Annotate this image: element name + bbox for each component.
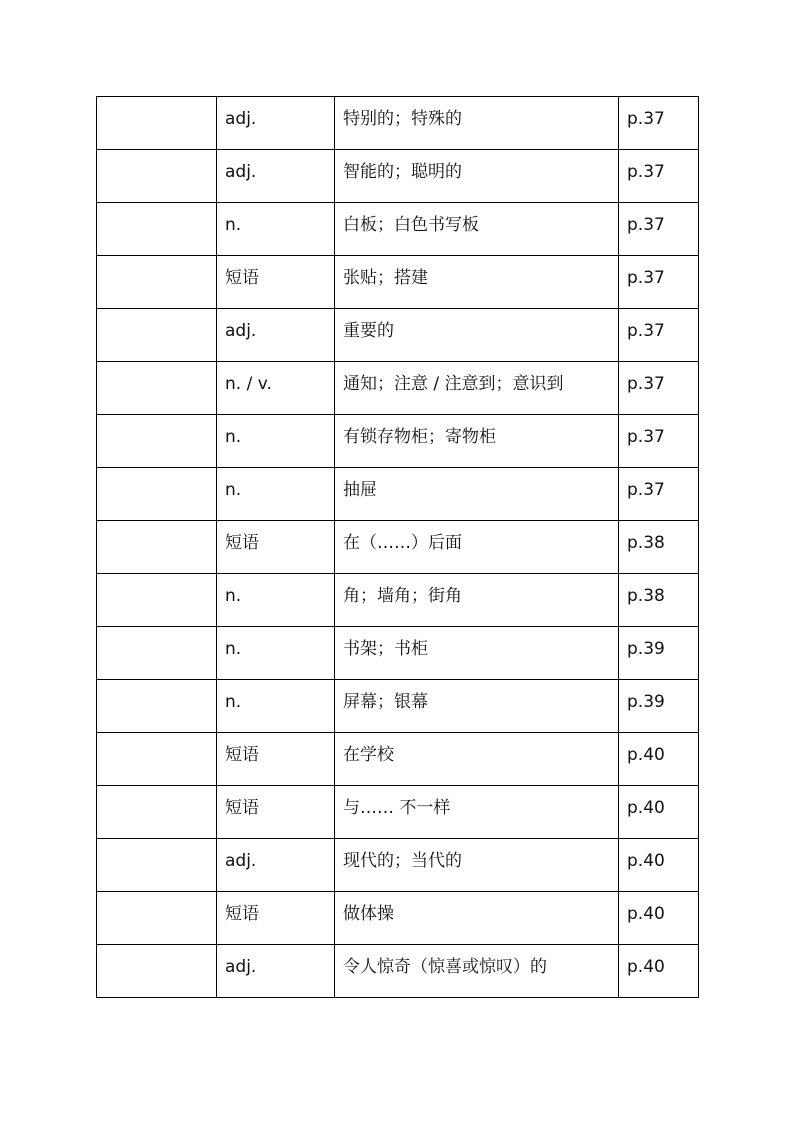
definition-cell: 有锁存物柜；寄物柜 bbox=[335, 415, 619, 468]
part-of-speech-cell: 短语 bbox=[217, 892, 335, 945]
page-reference-cell: p.38 bbox=[619, 521, 699, 574]
definition-cell: 通知；注意 / 注意到；意识到 bbox=[335, 362, 619, 415]
page-reference-cell: p.40 bbox=[619, 733, 699, 786]
page-reference-cell: p.39 bbox=[619, 680, 699, 733]
word-cell bbox=[97, 627, 217, 680]
table-row bbox=[97, 309, 699, 362]
part-of-speech-cell: adj. bbox=[217, 97, 335, 150]
word-cell bbox=[97, 468, 217, 521]
definition-cell: 书架；书柜 bbox=[335, 627, 619, 680]
part-of-speech-cell: n. bbox=[217, 680, 335, 733]
vocabulary-table bbox=[96, 96, 699, 998]
table-row bbox=[97, 733, 699, 786]
table-row bbox=[97, 945, 699, 998]
table-row bbox=[97, 150, 699, 203]
part-of-speech-cell: 短语 bbox=[217, 786, 335, 839]
part-of-speech-cell: 短语 bbox=[217, 733, 335, 786]
table-row bbox=[97, 415, 699, 468]
word-cell bbox=[97, 892, 217, 945]
page-reference-cell: p.37 bbox=[619, 309, 699, 362]
part-of-speech-cell: adj. bbox=[217, 839, 335, 892]
table-row bbox=[97, 627, 699, 680]
table-row bbox=[97, 574, 699, 627]
part-of-speech-cell: adj. bbox=[217, 309, 335, 362]
definition-cell: 智能的；聪明的 bbox=[335, 150, 619, 203]
part-of-speech-cell: n. bbox=[217, 468, 335, 521]
page-reference-cell: p.37 bbox=[619, 415, 699, 468]
part-of-speech-cell: n. bbox=[217, 574, 335, 627]
word-cell bbox=[97, 521, 217, 574]
table-row bbox=[97, 892, 699, 945]
table-row bbox=[97, 256, 699, 309]
word-cell bbox=[97, 362, 217, 415]
word-cell bbox=[97, 945, 217, 998]
page-reference-cell: p.40 bbox=[619, 892, 699, 945]
page-reference-cell: p.39 bbox=[619, 627, 699, 680]
definition-cell: 做体操 bbox=[335, 892, 619, 945]
word-cell bbox=[97, 574, 217, 627]
table-row bbox=[97, 521, 699, 574]
word-cell bbox=[97, 415, 217, 468]
definition-cell: 令人惊奇（惊喜或惊叹）的 bbox=[335, 945, 619, 998]
table-row bbox=[97, 97, 699, 150]
definition-cell: 抽屉 bbox=[335, 468, 619, 521]
part-of-speech-cell: n. / v. bbox=[217, 362, 335, 415]
word-cell bbox=[97, 786, 217, 839]
word-cell bbox=[97, 256, 217, 309]
table-row bbox=[97, 362, 699, 415]
word-cell bbox=[97, 150, 217, 203]
definition-cell: 现代的；当代的 bbox=[335, 839, 619, 892]
word-cell bbox=[97, 839, 217, 892]
page-reference-cell: p.37 bbox=[619, 256, 699, 309]
table-row bbox=[97, 839, 699, 892]
definition-cell: 在学校 bbox=[335, 733, 619, 786]
page-reference-cell: p.37 bbox=[619, 203, 699, 256]
definition-cell: 屏幕；银幕 bbox=[335, 680, 619, 733]
definition-cell: 特别的；特殊的 bbox=[335, 97, 619, 150]
table-row bbox=[97, 786, 699, 839]
part-of-speech-cell: 短语 bbox=[217, 256, 335, 309]
definition-cell: 张贴；搭建 bbox=[335, 256, 619, 309]
page-reference-cell: p.40 bbox=[619, 839, 699, 892]
page-reference-cell: p.40 bbox=[619, 786, 699, 839]
page-reference-cell: p.40 bbox=[619, 945, 699, 998]
definition-cell: 角；墙角；街角 bbox=[335, 574, 619, 627]
word-cell bbox=[97, 203, 217, 256]
word-cell bbox=[97, 733, 217, 786]
table-row bbox=[97, 468, 699, 521]
page-reference-cell: p.37 bbox=[619, 150, 699, 203]
part-of-speech-cell: adj. bbox=[217, 150, 335, 203]
part-of-speech-cell: adj. bbox=[217, 945, 335, 998]
table-row bbox=[97, 203, 699, 256]
definition-cell: 与…… 不一样 bbox=[335, 786, 619, 839]
table-row bbox=[97, 680, 699, 733]
page-reference-cell: p.37 bbox=[619, 362, 699, 415]
vocabulary-table-body bbox=[97, 97, 699, 998]
word-cell bbox=[97, 309, 217, 362]
definition-cell: 重要的 bbox=[335, 309, 619, 362]
part-of-speech-cell: n. bbox=[217, 203, 335, 256]
definition-cell: 白板；白色书写板 bbox=[335, 203, 619, 256]
part-of-speech-cell: 短语 bbox=[217, 521, 335, 574]
part-of-speech-cell: n. bbox=[217, 415, 335, 468]
page-reference-cell: p.37 bbox=[619, 97, 699, 150]
page-reference-cell: p.38 bbox=[619, 574, 699, 627]
definition-cell: 在（……）后面 bbox=[335, 521, 619, 574]
part-of-speech-cell: n. bbox=[217, 627, 335, 680]
word-cell bbox=[97, 680, 217, 733]
page-reference-cell: p.37 bbox=[619, 468, 699, 521]
word-cell bbox=[97, 97, 217, 150]
